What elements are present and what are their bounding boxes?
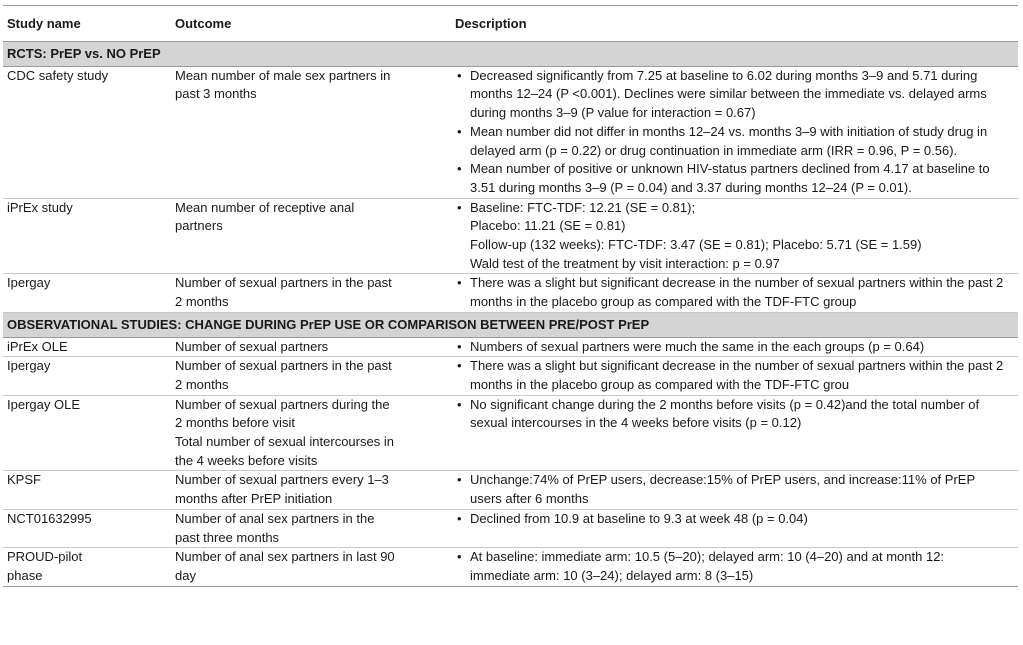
description-line: • Numbers of sexual partners were much the same in the each groups (p = 0.64) — [470, 338, 925, 354]
outcome-line: Number of sexual partners every 1–3 — [175, 472, 389, 488]
header-outcome: Outcome — [171, 6, 451, 42]
description-bullet — [457, 548, 1014, 585]
outcome-cell — [171, 337, 451, 357]
description-list — [457, 338, 1014, 357]
section-title: OBSERVATIONAL STUDIES: CHANGE DURING PrEP USE OR COMPARISON BETWEEN PRE/POST PrEP — [3, 312, 1018, 337]
outcome-line: Number of anal sex partners in last 90 — [175, 549, 395, 565]
outcome-line: Mean number of male sex partners in — [175, 67, 391, 83]
outcome-line: past 3 months — [175, 86, 257, 102]
outcome-line: Number of sexual partners in the past — [175, 358, 392, 374]
description-line: during months 3–9 (P value for interaction = 0.67) — [470, 105, 756, 121]
outcome-cell — [171, 66, 451, 198]
study-name-cell: iPrEx OLE — [3, 337, 171, 357]
description-line: • Declined from 10.9 at baseline to 9.3 at week 48 (p = 0.04) — [470, 510, 808, 526]
outcome-line: partners — [175, 218, 223, 234]
description-line: • Unchange:74% of PrEP users, decrease:15% of PrEP users, and increase:11% of PrEP — [470, 472, 976, 488]
description-list — [457, 357, 1014, 394]
description-bullet — [457, 510, 1014, 529]
section-row — [3, 312, 1018, 337]
description-line: Wald test of the treatment by visit interaction: p = 0.97 — [470, 255, 780, 271]
description-bullet — [457, 160, 1014, 197]
description-bullet — [457, 396, 1014, 433]
table-row — [3, 357, 1018, 395]
description-line: Placebo: 11.21 (SE = 0.81) — [470, 218, 626, 234]
description-line: • Baseline: FTC-TDF: 12.21 (SE = 0.81); — [470, 199, 696, 215]
outcome-line: 2 months — [175, 376, 229, 392]
description-bullet — [457, 123, 1014, 160]
header-description: Description — [451, 6, 1018, 42]
description-line: months in the placebo group as compared with the TDF-FTC group — [470, 294, 857, 310]
description-list — [457, 274, 1014, 311]
description-bullet — [457, 274, 1014, 311]
outcome-cell — [171, 471, 451, 509]
description-line: 3.51 during months 3–9 (P = 0.04) and 3.37 during months 12–24 (P = 0.01). — [470, 179, 912, 195]
description-bullet — [457, 357, 1014, 394]
outcome-line: Number of sexual partners in the past — [175, 275, 392, 291]
description-list — [457, 510, 1014, 529]
table-row — [3, 548, 1018, 586]
header-row — [3, 6, 1018, 42]
description-list — [457, 396, 1014, 433]
description-list — [457, 548, 1014, 585]
study-name-cell: Ipergay OLE — [3, 395, 171, 471]
outcome-line: the 4 weeks before visits — [175, 452, 318, 468]
description-list — [457, 67, 1014, 198]
description-line: Follow-up (132 weeks): FTC-TDF: 3.47 (SE = 0.81); Placebo: 5.71 (SE = 1.59) — [470, 237, 922, 253]
description-line: • There was a slight but significant decrease in the number of sexual partners within the past 2 — [470, 358, 1004, 374]
outcome-line: Number of sexual partners — [175, 338, 329, 354]
study-name-cell: NCT01632995 — [3, 509, 171, 547]
description-cell — [451, 66, 1018, 198]
study-name-line: phase — [7, 567, 43, 583]
table-row — [3, 66, 1018, 198]
description-bullet — [457, 199, 1014, 274]
outcome-cell — [171, 274, 451, 312]
description-line: months 12–24 (P <0.001). Declines were similar between the immediate vs. delayed arms — [470, 86, 987, 102]
description-bullet — [457, 67, 1014, 123]
outcome-line: Total number of sexual intercourses in — [175, 434, 394, 450]
description-line: users after 6 months — [470, 491, 589, 507]
outcome-line: day — [175, 567, 196, 583]
table-row — [3, 509, 1018, 547]
outcome-line: Mean number of receptive anal — [175, 199, 355, 215]
study-name-cell: KPSF — [3, 471, 171, 509]
study-name-line: PROUD-pilot — [7, 549, 83, 565]
section-title: RCTS: PrEP vs. NO PrEP — [3, 42, 1018, 67]
description-line: delayed arm (p = 0.22) or drug continuation in immediate arm (IRR = 0.96, P = 0.56). — [470, 142, 958, 158]
outcome-cell — [171, 509, 451, 547]
study-name-cell — [3, 548, 171, 586]
study-table — [3, 5, 1018, 587]
description-cell — [451, 274, 1018, 312]
outcome-cell — [171, 198, 451, 274]
outcome-line: months after PrEP initiation — [175, 491, 333, 507]
table-row — [3, 274, 1018, 312]
header-study-name: Study name — [3, 6, 171, 42]
outcome-line: Number of anal sex partners in the — [175, 510, 375, 526]
description-line: • Mean number of positive or unknown HIV-status partners declined from 4.17 at baseline to — [470, 161, 990, 177]
outcome-line: past three months — [175, 529, 280, 545]
study-name-cell: Ipergay — [3, 274, 171, 312]
description-cell — [451, 548, 1018, 586]
table-body — [3, 42, 1018, 587]
table-row — [3, 198, 1018, 274]
description-cell — [451, 471, 1018, 509]
outcome-cell — [171, 357, 451, 395]
description-line: immediate arm: 10 (3–24); delayed arm: 8 (3–15) — [470, 567, 754, 583]
outcome-line: 2 months — [175, 294, 229, 310]
section-row — [3, 42, 1018, 67]
description-cell — [451, 198, 1018, 274]
description-bullet — [457, 471, 1014, 508]
description-line: months in the placebo group as compared with the TDF-FTC grou — [470, 376, 850, 392]
table-row — [3, 337, 1018, 357]
description-list — [457, 199, 1014, 274]
table-row — [3, 395, 1018, 471]
study-name-cell: Ipergay — [3, 357, 171, 395]
outcome-line: 2 months before visit — [175, 415, 295, 431]
description-line: • No significant change during the 2 months before visits (p = 0.42)and the total number of — [470, 396, 980, 412]
description-line: • Decreased significantly from 7.25 at baseline to 6.02 during months 3–9 and 5.71 during — [470, 67, 978, 83]
description-line: • There was a slight but significant decrease in the number of sexual partners within the past 2 — [470, 275, 1004, 291]
table-row — [3, 471, 1018, 509]
description-bullet — [457, 338, 1014, 357]
outcome-line: Number of sexual partners during the — [175, 396, 390, 412]
outcome-cell — [171, 548, 451, 586]
description-cell — [451, 337, 1018, 357]
study-name-cell: iPrEx study — [3, 198, 171, 274]
study-name-cell: CDC safety study — [3, 66, 171, 198]
description-cell — [451, 395, 1018, 471]
description-line: sexual intercourses in the 4 weeks before visits (p = 0.12) — [470, 415, 802, 431]
description-cell — [451, 509, 1018, 547]
description-line: • At baseline: immediate arm: 10.5 (5–20); delayed arm: 10 (4–20) and at month 12: — [470, 549, 945, 565]
description-list — [457, 471, 1014, 508]
description-line: • Mean number did not differ in months 12–24 vs. months 3–9 with initiation of study drug in — [470, 123, 988, 139]
outcome-cell — [171, 395, 451, 471]
description-cell — [451, 357, 1018, 395]
